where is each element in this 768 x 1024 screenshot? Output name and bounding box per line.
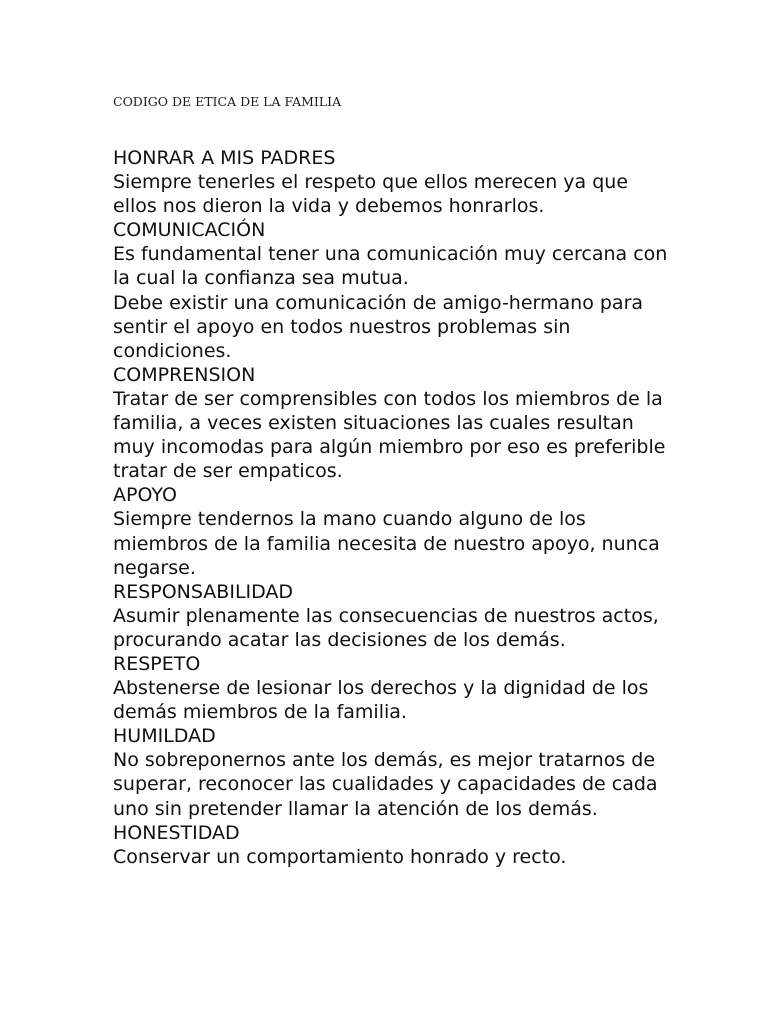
section-honestidad (113, 821, 673, 869)
section-heading: APOYO (113, 484, 177, 507)
section-comunicacion (113, 218, 673, 363)
section-paragraph: Siempre tendernos la mano cuando alguno de los miembros de la familia necesita de nuestro apoyo, nunca negarse. (113, 508, 660, 579)
section-heading: COMPRENSION (113, 363, 256, 386)
section-heading: COMUNICACIÓN (113, 219, 266, 242)
document-body (113, 146, 673, 869)
section-paragraph: Tratar de ser comprensibles con todos los miembros de la familia, a veces existen situaciones las cuales resultan muy incomodas para algún miembro por eso es preferible tratar de ser empaticos. (113, 387, 666, 483)
section-comprension (113, 363, 673, 483)
section-responsabilidad (113, 580, 673, 652)
section-heading: HONESTIDAD (113, 821, 240, 844)
document-title: CODIGO DE ETICA DE LA FAMILIA (113, 94, 342, 109)
section-paragraph: Es fundamental tener una comunicación muy cercana con la cual la confianza sea mutua. (113, 243, 668, 290)
section-paragraph: Conservar un comportamiento honrado y recto. (113, 845, 567, 868)
section-paragraph: Siempre tenerles el respeto que ellos merecen ya que ellos nos dieron la vida y debemos honrarlos. (113, 171, 629, 218)
section-honrar (113, 146, 673, 218)
section-paragraph: Debe existir una comunicación de amigo-hermano para sentir el apoyo en todos nuestros problemas sin condiciones. (113, 291, 644, 362)
section-heading: RESPONSABILIDAD (113, 580, 294, 603)
section-humildad (113, 724, 673, 820)
section-heading: HUMILDAD (113, 725, 216, 748)
section-paragraph: Asumir plenamente las consecuencias de nuestros actos, procurando acatar las decisiones de los demás. (113, 604, 659, 651)
section-paragraph: Abstenerse de lesionar los derechos y la dignidad de los demás miembros de la familia. (113, 677, 649, 724)
section-apoyo (113, 483, 673, 579)
section-heading: RESPETO (113, 652, 201, 675)
section-paragraph: No sobreponernos ante los demás, es mejor tratarnos de superar, reconocer las cualidades y capacidades de cada uno sin pretender llamar la atención de los demás. (113, 749, 658, 820)
section-heading: HONRAR A MIS PADRES (113, 147, 336, 169)
section-respeto (113, 652, 673, 724)
